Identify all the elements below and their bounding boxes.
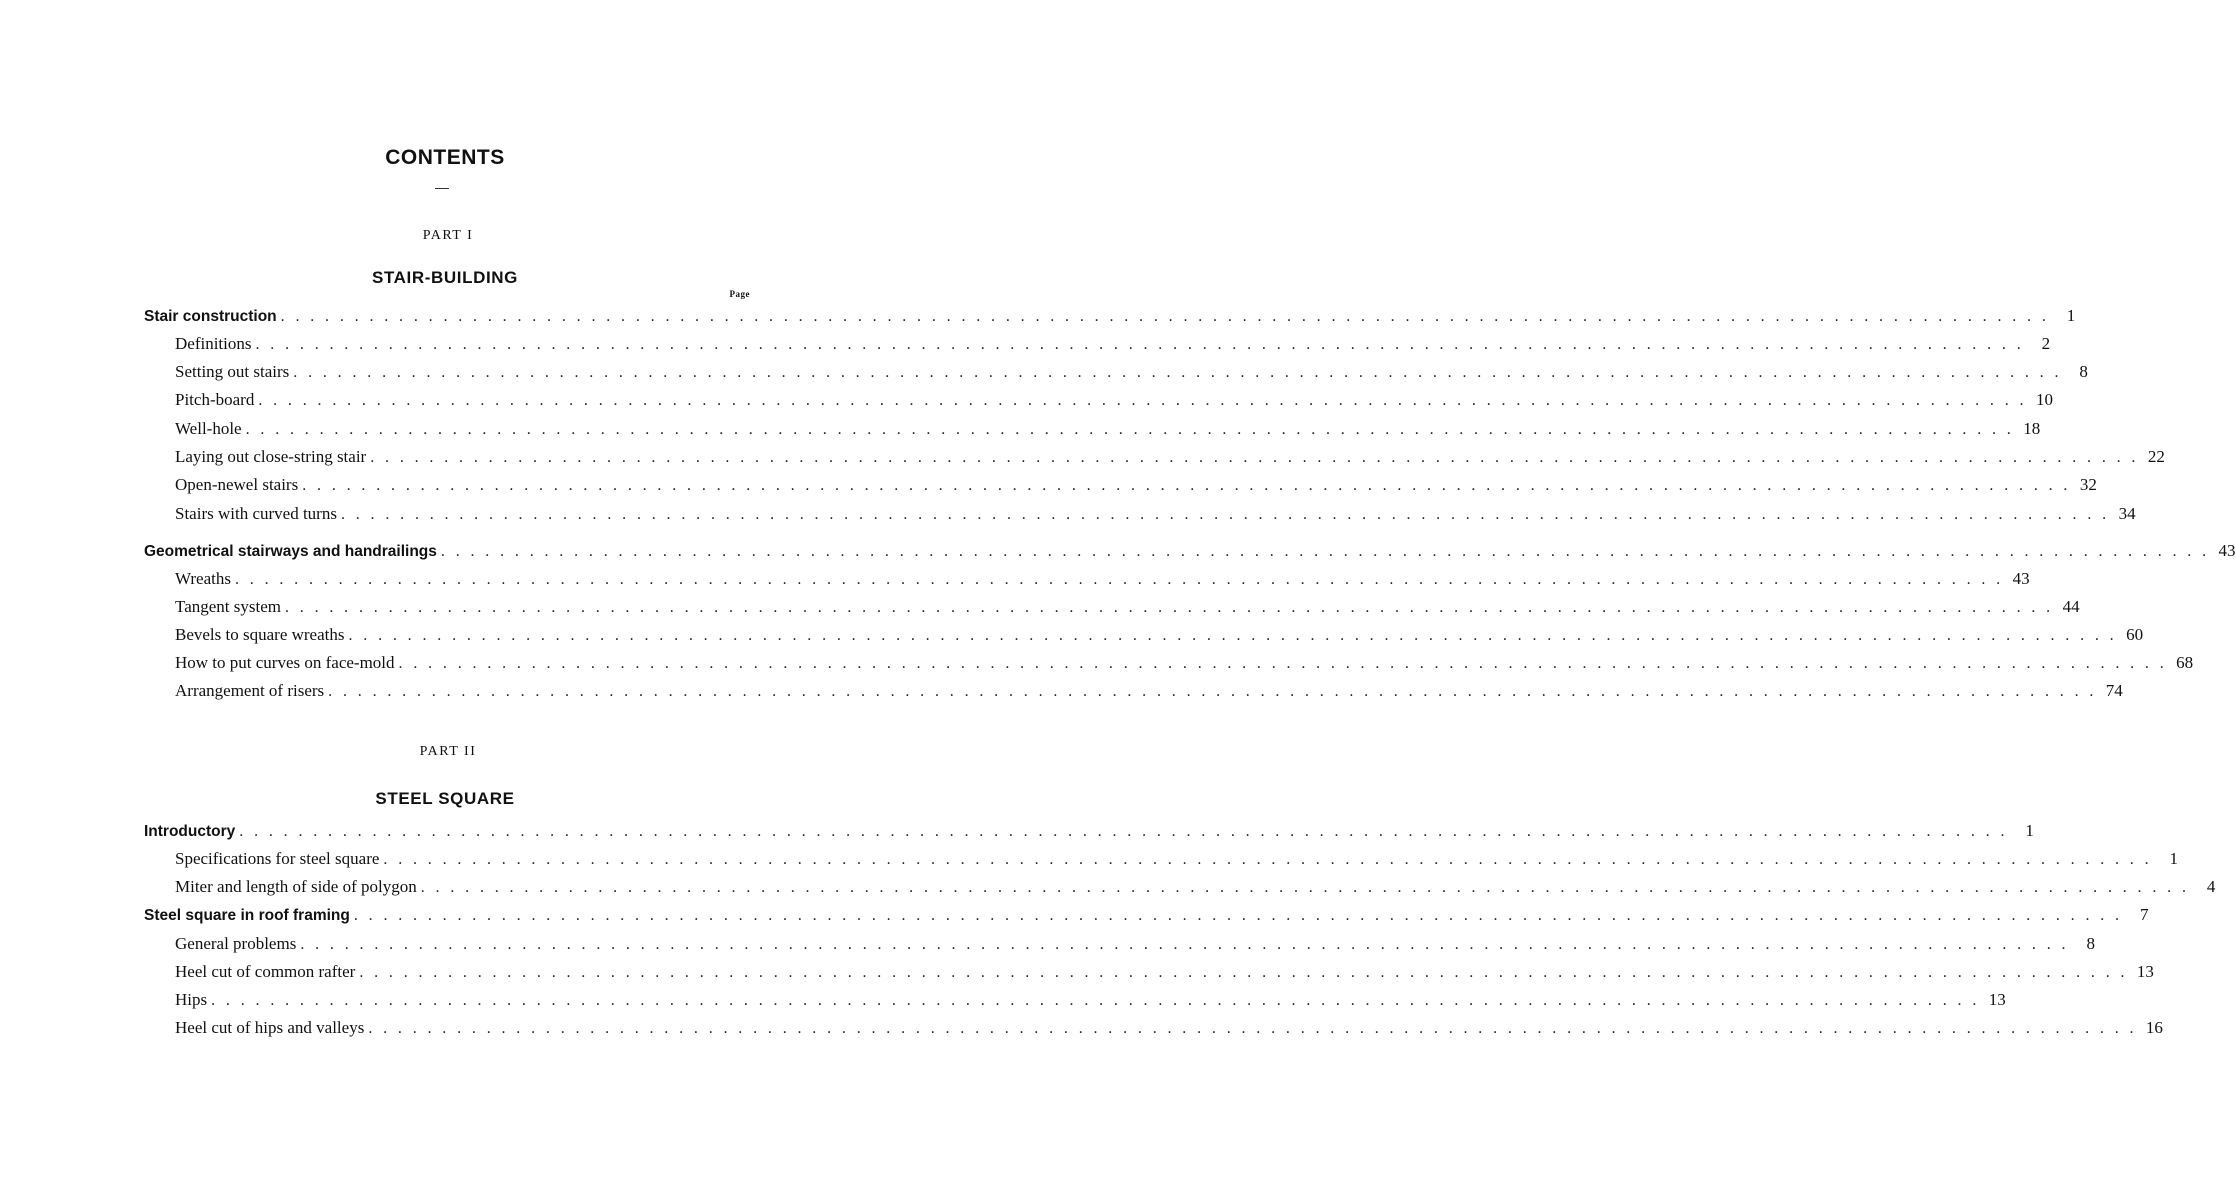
dot-leader: . . . . . . . . . . . . . . . . . . . . . . . . . . . . . . . . . . . . . . . . . . . . . . . . . . . . . . . . . . . . . . . . . . . . . . . . . . . . . . . . . . . . . . . . . . . . . . . . . . . . . . . . . . . . . . . . . . . . . . . . [280, 308, 2050, 325]
dot-leader: . . . . . . . . . . . . . . . . . . . . . . . . . . . . . . . . . . . . . . . . . . . . . . . . . . . . . . . . . . . . . . . . . . . . . . . . . . . . . . . . . . . . . . . . . . . . . . . . . . . . . . . . . . . . . . . . . . . . . . . . [353, 907, 2123, 924]
dot-leader: . . . . . . . . . . . . . . . . . . . . . . . . . . . . . . . . . . . . . . . . . . . . . . . . . . . . . . . . . . . . . . . . . . . . . . . . . . . . . . . . . . . . . . . . . . . . . . . . . . . . . . . . . . . . . . . . . . . . . . . . [383, 851, 2153, 868]
toc-entry [175, 933, 2095, 955]
toc-entry-page: 43 [2218, 541, 2236, 560]
dot-leader: . . . . . . . . . . . . . . . . . . . . . . . . . . . . . . . . . . . . . . . . . . . . . . . . . . . . . . . . . . . . . . . . . . . . . . . . . . . . . . . . . . . . . . . . . . . . . . . . . . . . . . . . . . . . . . . . . . . . . . . . [293, 364, 2062, 381]
toc-entry-page: 13 [2136, 962, 2154, 981]
toc-entry [175, 474, 2097, 496]
toc-entry [175, 652, 2194, 674]
toc-entry-title: Open-newel stairs [175, 475, 299, 494]
toc-entry [175, 848, 2179, 870]
dot-leader: . . . . . . . . . . . . . . . . . . . . . . . . . . . . . . . . . . . . . . . . . . . . . . . . . . . . . . . . . . . . . . . . . . . . . . . . . . . . . . . . . . . . . . . . . . . . . . . . . . . . . . . . . . . . . . . . . . . . . . . . [370, 449, 2139, 466]
toc-entry-page: 22 [2147, 447, 2165, 466]
part-1-label: PART I [422, 228, 474, 243]
toc-entry-page: 8 [2086, 934, 2095, 953]
toc-entry [144, 305, 2076, 327]
dot-leader: . . . . . . . . . . . . . . . . . . . . . . . . . . . . . . . . . . . . . . . . . . . . . . . . . . . . . . . . . . . . . . . . . . . . . . . . . . . . . . . . . . . . . . . . . . . . . . . . . . . . . . . . . . . . . . . . . . . . . . . . [368, 1020, 2137, 1037]
toc-entry [144, 904, 2149, 926]
dot-leader: . . . . . . . . . . . . . . . . . . . . . . . . . . . . . . . . . . . . . . . . . . . . . . . . . . . . . . . . . . . . . . . . . . . . . . . . . . . . . . . . . . . . . . . . . . . . . . . . . . . . . . . . . . . . . . . . . . . . . . . . [420, 879, 2190, 896]
toc-entry-page: 18 [2023, 419, 2041, 438]
dot-leader: . . . . . . . . . . . . . . . . . . . . . . . . . . . . . . . . . . . . . . . . . . . . . . . . . . . . . . . . . . . . . . . . . . . . . . . . . . . . . . . . . . . . . . . . . . . . . . . . . . . . . . . . . . . . . . . . . . . . . . . . [258, 392, 2027, 409]
toc-entry-title: How to put curves on face-mold [175, 653, 395, 672]
toc-entry-title: Specifications for steel square [175, 849, 380, 868]
toc-entry [175, 1017, 2163, 1039]
toc-entry-title: Bevels to square wreaths [175, 625, 345, 644]
toc-entry [175, 989, 2006, 1011]
title-divider [435, 188, 449, 189]
toc-entry-title: Setting out stairs [175, 362, 290, 381]
toc-entry-page: 1 [2066, 306, 2076, 325]
toc-entry-title: Definitions [175, 334, 252, 353]
page-column-label: Page [729, 289, 750, 299]
toc-entry-page: 60 [2126, 625, 2144, 644]
toc-entry-title: Well-hole [175, 419, 242, 438]
toc-entry [175, 418, 2041, 440]
page-title: CONTENTS [385, 146, 505, 169]
toc-entry-page: 10 [2035, 390, 2053, 409]
toc-entry-page: 43 [2012, 569, 2030, 588]
dot-leader: . . . . . . . . . . . . . . . . . . . . . . . . . . . . . . . . . . . . . . . . . . . . . . . . . . . . . . . . . . . . . . . . . . . . . . . . . . . . . . . . . . . . . . . . . . . . . . . . . . . . . . . . . . . . . . . . . . . . . . . . [211, 992, 1980, 1009]
dot-leader: . . . . . . . . . . . . . . . . . . . . . . . . . . . . . . . . . . . . . . . . . . . . . . . . . . . . . . . . . . . . . . . . . . . . . . . . . . . . . . . . . . . . . . . . . . . . . . . . . . . . . . . . . . . . . . . . . . . . . . . . [340, 506, 2110, 523]
toc-entry [175, 333, 2051, 355]
toc-entry-page: 44 [2062, 597, 2080, 616]
toc-entry-title: Arrangement of risers [175, 681, 325, 700]
dot-leader: . . . . . . . . . . . . . . . . . . . . . . . . . . . . . . . . . . . . . . . . . . . . . . . . . . . . . . . . . . . . . . . . . . . . . . . . . . . . . . . . . . . . . . . . . . . . . . . . . . . . . . . . . . . . . . . . . . . . . . . . [284, 599, 2054, 616]
toc-entry-title: Laying out close-string stair [175, 447, 367, 466]
toc-entry-title: Tangent system [175, 597, 281, 616]
dot-leader: . . . . . . . . . . . . . . . . . . . . . . . . . . . . . . . . . . . . . . . . . . . . . . . . . . . . . . . . . . . . . . . . . . . . . . . . . . . . . . . . . . . . . . . . . . . . . . . . . . . . . . . . . . . . . . . . . . . . . . . . [239, 823, 2008, 840]
toc-entry [175, 503, 2136, 525]
toc-entry-title: Stairs with curved turns [175, 504, 337, 523]
dot-leader: . . . . . . . . . . . . . . . . . . . . . . . . . . . . . . . . . . . . . . . . . . . . . . . . . . . . . . . . . . . . . . . . . . . . . . . . . . . . . . . . . . . . . . . . . . . . . . . . . . . . . . . . . . . . . . . . . . . . . . . . [255, 336, 2025, 353]
toc-entry [175, 361, 2088, 383]
part-2-label: PART II [419, 744, 477, 759]
toc-entry-title: Heel cut of hips and valleys [175, 1018, 365, 1037]
dot-leader: . . . . . . . . . . . . . . . . . . . . . . . . . . . . . . . . . . . . . . . . . . . . . . . . . . . . . . . . . . . . . . . . . . . . . . . . . . . . . . . . . . . . . . . . . . . . . . . . . . . . . . . . . . . . . . . . . . . . . . . . [245, 421, 2015, 438]
toc-entry-title: Stair construction [144, 308, 277, 325]
toc-entry [175, 568, 2030, 590]
toc-entry-page: 13 [1988, 990, 2006, 1009]
toc-entry-title: Heel cut of common rafter [175, 962, 356, 981]
part-1-title: STAIR-BUILDING [372, 268, 518, 287]
toc-entry [175, 876, 2216, 898]
toc-entry-title: Steel square in roof framing [144, 907, 350, 924]
toc-entry [175, 961, 2154, 983]
dot-leader: . . . . . . . . . . . . . . . . . . . . . . . . . . . . . . . . . . . . . . . . . . . . . . . . . . . . . . . . . . . . . . . . . . . . . . . . . . . . . . . . . . . . . . . . . . . . . . . . . . . . . . . . . . . . . . . . . . . . . . . . [440, 543, 2210, 560]
dot-leader: . . . . . . . . . . . . . . . . . . . . . . . . . . . . . . . . . . . . . . . . . . . . . . . . . . . . . . . . . . . . . . . . . . . . . . . . . . . . . . . . . . . . . . . . . . . . . . . . . . . . . . . . . . . . . . . . . . . . . . . . [300, 936, 2069, 953]
toc-entry-page: 68 [2176, 653, 2194, 672]
dot-leader: . . . . . . . . . . . . . . . . . . . . . . . . . . . . . . . . . . . . . . . . . . . . . . . . . . . . . . . . . . . . . . . . . . . . . . . . . . . . . . . . . . . . . . . . . . . . . . . . . . . . . . . . . . . . . . . . . . . . . . . . [328, 683, 2097, 700]
toc-entry [175, 596, 2080, 618]
toc-entry-title: Wreaths [175, 569, 231, 588]
toc-entry-page: 74 [2105, 681, 2123, 700]
toc-entry-page: 32 [2079, 475, 2097, 494]
toc-entry-page: 7 [2139, 905, 2149, 924]
toc-entry-title: Hips [175, 990, 208, 1009]
toc-entry-title: Pitch-board [175, 390, 255, 409]
toc-entry-page: 8 [2079, 362, 2088, 381]
toc-entry-page: 2 [2041, 334, 2051, 353]
dot-leader: . . . . . . . . . . . . . . . . . . . . . . . . . . . . . . . . . . . . . . . . . . . . . . . . . . . . . . . . . . . . . . . . . . . . . . . . . . . . . . . . . . . . . . . . . . . . . . . . . . . . . . . . . . . . . . . . . . . . . . . . [302, 477, 2071, 494]
toc-entry [175, 624, 2144, 646]
toc-entry-title: Introductory [144, 823, 236, 840]
toc-entry-title: General problems [175, 934, 297, 953]
part-2-title: STEEL SQUARE [375, 789, 515, 808]
toc-entry-title: Miter and length of side of polygon [175, 877, 417, 896]
toc-entry [175, 680, 2123, 702]
toc-entry-page: 1 [2025, 821, 2034, 840]
dot-leader: . . . . . . . . . . . . . . . . . . . . . . . . . . . . . . . . . . . . . . . . . . . . . . . . . . . . . . . . . . . . . . . . . . . . . . . . . . . . . . . . . . . . . . . . . . . . . . . . . . . . . . . . . . . . . . . . . . . . . . . . [359, 964, 2128, 981]
toc-entry [175, 389, 2053, 411]
toc-entry-page: 34 [2118, 504, 2136, 523]
dot-leader: . . . . . . . . . . . . . . . . . . . . . . . . . . . . . . . . . . . . . . . . . . . . . . . . . . . . . . . . . . . . . . . . . . . . . . . . . . . . . . . . . . . . . . . . . . . . . . . . . . . . . . . . . . . . . . . . . . . . . . . . [234, 571, 2004, 588]
toc-entry [144, 540, 2236, 562]
dot-leader: . . . . . . . . . . . . . . . . . . . . . . . . . . . . . . . . . . . . . . . . . . . . . . . . . . . . . . . . . . . . . . . . . . . . . . . . . . . . . . . . . . . . . . . . . . . . . . . . . . . . . . . . . . . . . . . . . . . . . . . . [398, 655, 2168, 672]
dot-leader: . . . . . . . . . . . . . . . . . . . . . . . . . . . . . . . . . . . . . . . . . . . . . . . . . . . . . . . . . . . . . . . . . . . . . . . . . . . . . . . . . . . . . . . . . . . . . . . . . . . . . . . . . . . . . . . . . . . . . . . . [348, 627, 2118, 644]
toc-entry-page: 16 [2145, 1018, 2163, 1037]
toc-entry [144, 820, 2034, 842]
toc-entry-title: Geometrical stairways and handrailings [144, 543, 437, 560]
toc-entry-page: 4 [2206, 877, 2216, 896]
toc-entry-page: 1 [2169, 849, 2179, 868]
toc-entry [175, 446, 2165, 468]
